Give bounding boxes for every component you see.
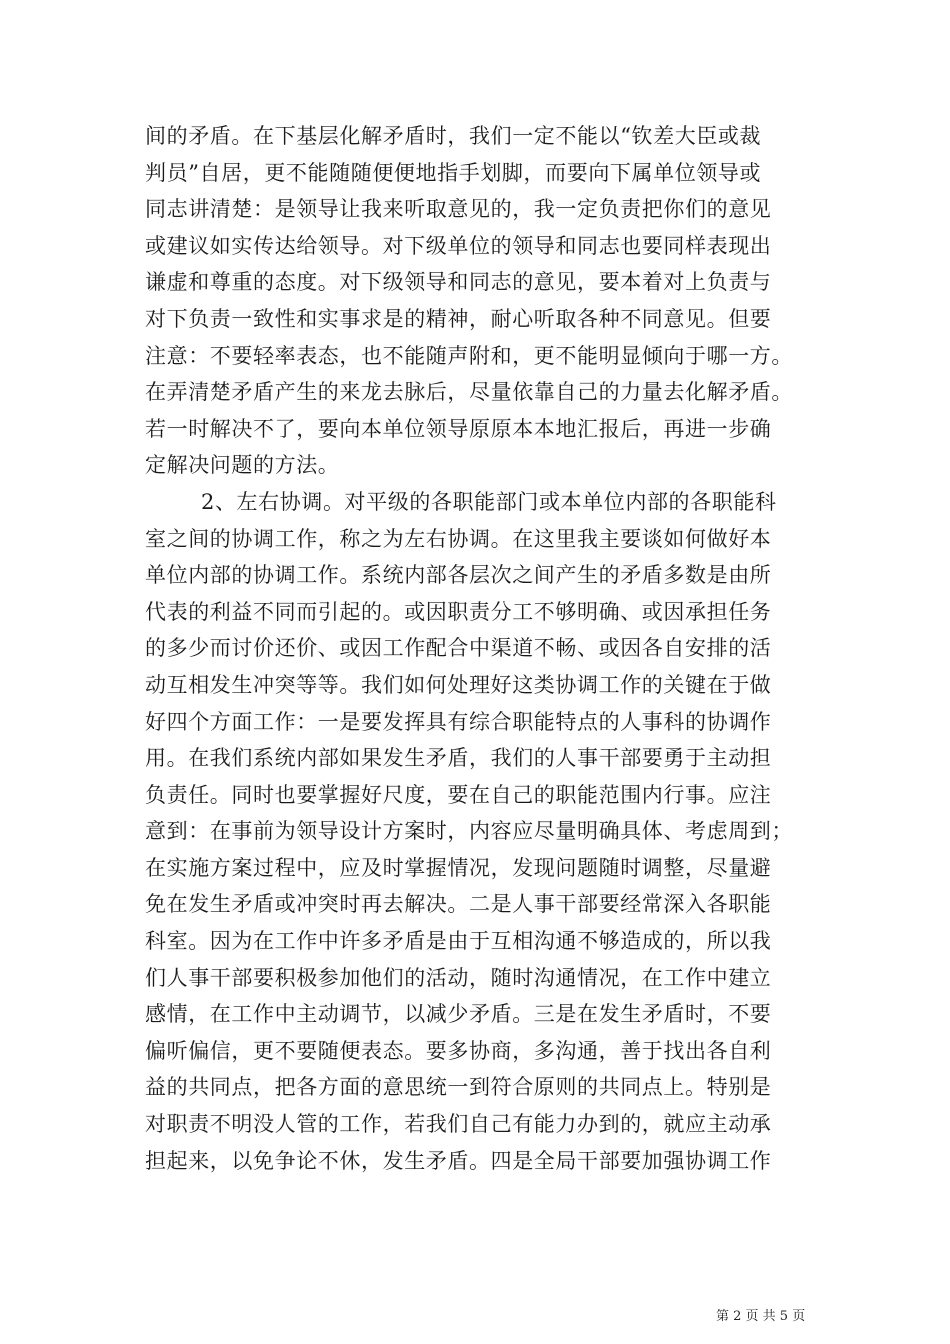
text-line: 偏听偏信，更不要随便表态。要多协商，多沟通，善于找出各自利 xyxy=(145,1038,772,1063)
paragraph-start-line: 2、左右协调。对平级的各职能部门或本单位内部的各职能科 xyxy=(201,489,777,514)
text-line: 若一时解决不了，要向本单位领导原原本本地汇报后，再进一步确 xyxy=(145,416,772,441)
text-line: 在弄清楚矛盾产生的来龙去脉后，尽量依靠自己的力量去化解矛盾。 xyxy=(145,380,793,405)
text-line: 好四个方面工作：一是要发挥具有综合职能特点的人事科的协调作 xyxy=(145,709,772,734)
text-line: 在实施方案过程中，应及时掌握情况，发现问题随时调整，尽量避 xyxy=(145,855,772,880)
text-line: 们人事干部要积极参加他们的活动，随时沟通情况，在工作中建立 xyxy=(145,965,772,990)
text-line: 对职责不明没人管的工作，若我们自己有能力办到的，就应主动承 xyxy=(145,1112,772,1137)
text-line: 代表的利益不同而引起的。或因职责分工不够明确、或因承担任务 xyxy=(145,599,772,624)
text-line: 定解决问题的方法。 xyxy=(145,453,340,478)
text-line: 对下负责一致性和实事求是的精神，耐心听取各种不同意见。但要 xyxy=(145,306,772,331)
text-line: 室之间的协调工作，称之为左右协调。在这里我主要谈如何做好本 xyxy=(145,526,772,551)
text-line: 担起来，以免争论不休，发生矛盾。四是全局干部要加强协调工作 xyxy=(145,1148,772,1173)
text-line: 注意：不要轻率表态，也不能随声附和，更不能明显倾向于哪一方。 xyxy=(145,343,793,368)
text-line: 免在发生矛盾或冲突时再去解决。二是人事干部要经常深入各职能 xyxy=(145,892,772,917)
text-line: 谦虚和尊重的态度。对下级领导和同志的意见，要本着对上负责与 xyxy=(145,270,772,295)
text-line: 动互相发生冲突等等。我们如何处理好这类协调工作的关键在于做 xyxy=(145,672,772,697)
text-line: 科室。因为在工作中许多矛盾是由于互相沟通不够造成的，所以我 xyxy=(145,929,772,954)
page-number: 第 2 页 共 5 页 xyxy=(716,1309,806,1324)
text-line: 意到：在事前为领导设计方案时，内容应尽量明确具体、考虑周到； xyxy=(145,819,793,844)
text-line: 间的矛盾。在下基层化解矛盾时，我们一定不能以“钦差大臣或裁 xyxy=(145,124,762,148)
text-line: 用。在我们系统内部如果发生矛盾，我们的人事干部要勇于主动担 xyxy=(145,746,772,771)
text-line: 或建议如实传达给领导。对下级单位的领导和同志也要同样表现出 xyxy=(145,233,772,258)
text-line: 单位内部的协调工作。系统内部各层次之间产生的矛盾多数是由所 xyxy=(145,563,772,588)
text-line: 同志讲清楚：是领导让我来听取意见的，我一定负责把你们的意见 xyxy=(145,197,772,222)
document-body xyxy=(145,118,810,1179)
text-line: 负责任。同时也要掌握好尺度，要在自己的职能范围内行事。应注 xyxy=(145,782,772,807)
text-line: 感情，在工作中主动调节，以减少矛盾。三是在发生矛盾时，不要 xyxy=(145,1002,772,1027)
text-line: 的多少而讨价还价、或因工作配合中渠道不畅、或因各自安排的活 xyxy=(145,636,772,661)
text-line: 判员”自居，更不能随随便便地指手划脚，而要向下属单位领导或 xyxy=(145,160,762,185)
text-line: 益的共同点，把各方面的意思统一到符合原则的共同点上。特别是 xyxy=(145,1075,772,1100)
